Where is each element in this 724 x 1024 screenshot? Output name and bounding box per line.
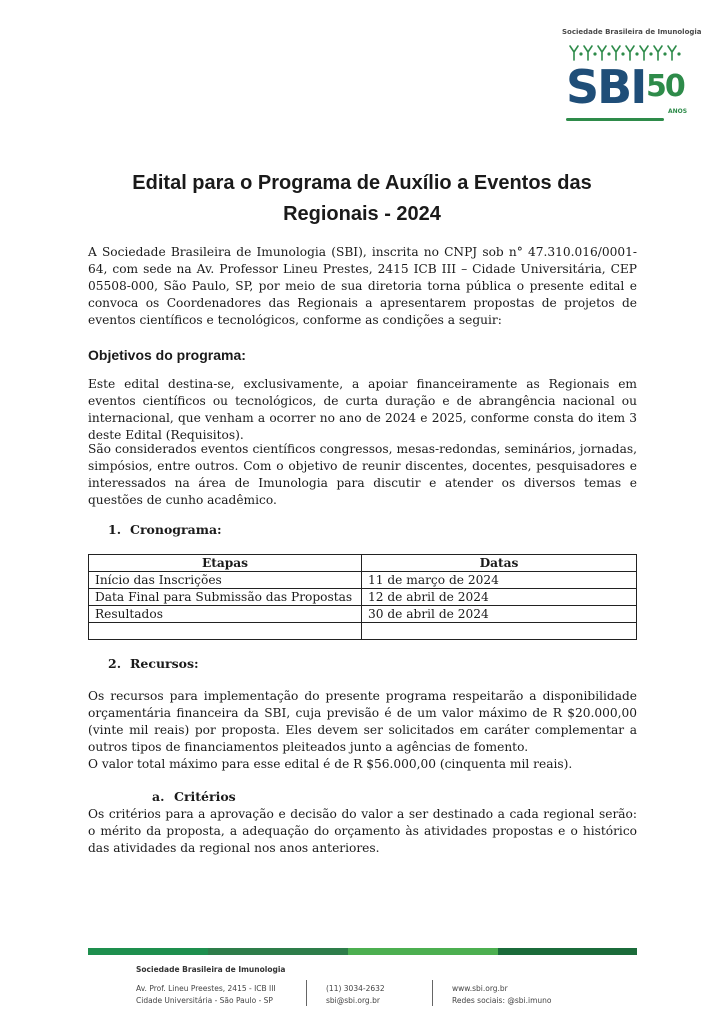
criterios-heading	[152, 789, 236, 804]
footer-bar-segment	[88, 948, 208, 955]
footer-bar-segment	[498, 948, 637, 955]
title-line-2: Regionais - 2024	[283, 203, 441, 225]
footer-site-link[interactable]: www.sbi.org.br	[452, 984, 508, 993]
table-header-row	[89, 555, 637, 572]
column-header-datas: Datas	[362, 555, 637, 572]
cronograma-title: Cronograma:	[130, 522, 222, 537]
column-header-etapas: Etapas	[89, 555, 362, 572]
footer-separator	[432, 980, 433, 1006]
recursos-number: 2.	[108, 656, 122, 671]
recursos-heading	[108, 656, 199, 671]
criterios-letter: a.	[152, 789, 165, 804]
table-cell	[89, 623, 362, 640]
objetivos-paragraph-2: São considerados eventos científicos congressos, mesas-redondas, seminários, jornadas, simpósios, entre outros. Com o objetivo de reunir discentes, docentes, pesquisadores e interessados na área de Imunologia para discutir e atender os diversos temas e questões de cunho acadêmico.	[88, 442, 637, 507]
criterios-title: Critérios	[174, 789, 236, 804]
logo-sbi-text: SBI	[566, 60, 646, 114]
cronograma-number: 1.	[108, 522, 122, 537]
footer-web	[452, 983, 551, 1007]
logo-society-name: Sociedade Brasileira de Imunologia	[562, 28, 702, 36]
cronograma-table	[88, 554, 637, 640]
footer-bar-segment	[348, 948, 498, 955]
table-row	[89, 572, 637, 589]
table-cell: Data Final para Submissão das Propostas	[89, 589, 362, 606]
footer-separator	[306, 980, 307, 1006]
footer-contact	[326, 983, 385, 1007]
footer-color-bar	[88, 948, 637, 955]
footer-social: Redes sociais: @sbi.imuno	[452, 996, 552, 1005]
recursos-paragraph-1: Os recursos para implementação do presente programa respeitarão a disponibilidade orçamentária financeira da SBI, cuja previsão é de um valor máximo de R $20.000,00 (vinte mil reais) por proposta. Eles devem ser solicitados em caráter complementar a outros tipos de financiamentos pleiteados junto a agências de fomento.	[88, 689, 637, 754]
table-cell: Resultados	[89, 606, 362, 623]
logo-antibody-pattern-icon	[566, 42, 688, 62]
table-row	[89, 606, 637, 623]
criterios-paragraph: Os critérios para a aprovação e decisão do valor a ser destinado a cada regional serão: o mérito da proposta, a adequação do orçamento às atividades propostas e o histórico das atividades da regional nos anos anteriores.	[88, 807, 637, 855]
document-title	[60, 168, 664, 230]
table-cell: 30 de abril de 2024	[362, 606, 637, 623]
footer-address-line-2: Cidade Universitária - São Paulo - SP	[136, 996, 273, 1005]
table-cell	[362, 623, 637, 640]
cronograma-heading	[108, 522, 222, 537]
footer-bar-segment	[208, 948, 348, 955]
objetivos-paragraph-1: Este edital destina-se, exclusivamente, a apoiar financeiramente as Regionais em eventos científicos ou tecnológicos, de curta duração e de abrangência nacional ou internacional, que venham a ocorrer no ano de 2024 e 2025, conforme consta do item 3 deste Edital (Requisitos).	[88, 377, 637, 442]
objetivos-heading: Objetivos do programa:	[88, 347, 246, 363]
table-cell: Início das Inscrições	[89, 572, 362, 589]
sbi-50-anos-logo	[562, 28, 702, 128]
recursos-title: Recursos:	[130, 656, 199, 671]
title-line-1: Edital para o Programa de Auxílio a Eventos das	[132, 172, 592, 194]
recursos-paragraph-2: O valor total máximo para esse edital é de R $56.000,00 (cinquenta mil reais).	[88, 757, 573, 771]
footer-address-line-1: Av. Prof. Lineu Preestes, 2415 - ICB III	[136, 984, 276, 993]
footer-phone: (11) 3034-2632	[326, 984, 385, 993]
intro-paragraph: A Sociedade Brasileira de Imunologia (SBI), inscrita no CNPJ sob n° 47.310.016/0001-64, com sede na Av. Professor Lineu Prestes, 2415 ICB III – Cidade Universitária, CEP 05508-000, São Paulo, SP, por meio de sua diretoria torna pública o presente edital e convoca os Coordenadores das Regionais a apresentarem propostas de projetos de eventos científicos e tecnológicos, conforme as condições a seguir:	[88, 245, 637, 327]
footer-society-name: Sociedade Brasileira de Imunologia	[136, 965, 286, 974]
logo-50-text: 50	[646, 69, 684, 104]
footer-address	[136, 983, 276, 1007]
logo-anos-text: ANOS	[668, 108, 688, 115]
table-cell: 12 de abril de 2024	[362, 589, 637, 606]
table-row	[89, 589, 637, 606]
table-cell: 11 de março de 2024	[362, 572, 637, 589]
table-row	[89, 623, 637, 640]
footer-email-link[interactable]: sbi@sbi.org.br	[326, 996, 380, 1005]
logo-underline	[566, 118, 664, 121]
